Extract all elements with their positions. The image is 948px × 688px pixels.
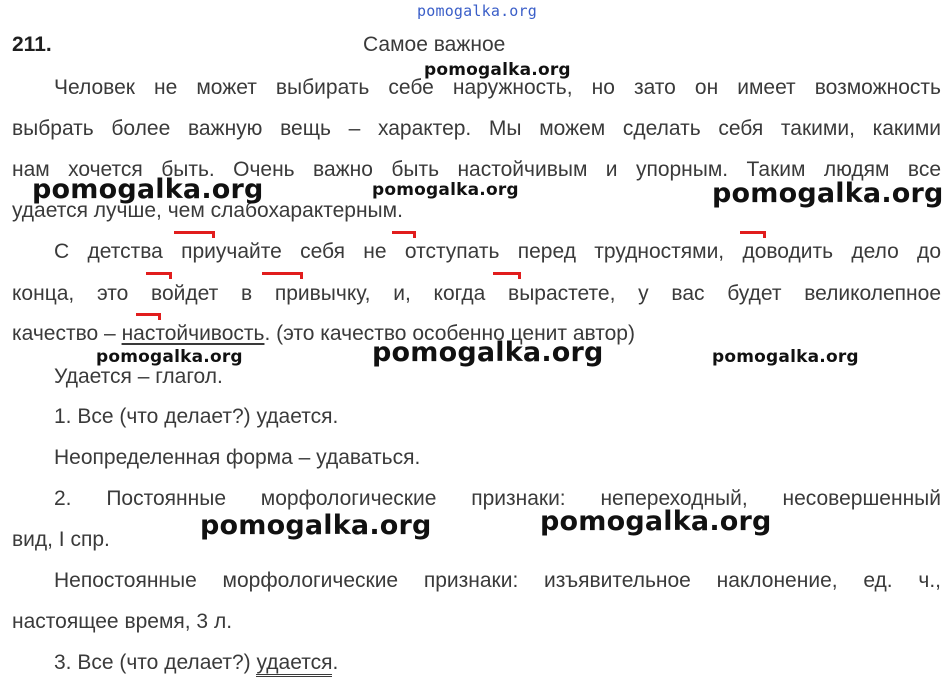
text-line: нам хочется быть. Очень важно быть настойчивым и упорным. Таким людям все [12,158,941,181]
watermark: pomogalka.org [372,337,604,368]
prefix-mark [136,313,161,320]
text-fragment: 3. Все (что делает?) [54,651,257,674]
watermark: pomogalka.org [32,174,264,205]
text-fragment: качество – [12,322,122,345]
prefix-mark [493,272,521,279]
watermark: pomogalka.org [424,60,571,80]
text-fragment: . [332,651,339,674]
text-line: Удается – глагол. [54,365,223,388]
exercise-title: Самое важное [363,33,506,56]
text-line: вид, I спр. [12,528,110,551]
text-line: удается лучше, чем слабохарактерным. [12,199,403,222]
exercise-number: 211. [12,33,52,56]
watermark: pomogalka.org [712,178,944,209]
text-line: выбрать более важную вещь – характер. Мы можем сделать себя такими, какими [12,117,941,140]
prefix-mark [174,231,215,238]
prefix-mark [146,272,172,279]
prefix-mark [392,231,416,238]
watermark: pomogalka.org [200,510,432,541]
watermark: pomogalka.org [372,180,519,200]
underlined-subject: настойчивость [121,322,265,345]
text-line: Неопределенная форма – удаваться. [54,446,421,469]
text-line: 2. Постоянные морфологические признаки: непереходный, несовершенный [54,487,941,510]
predicate-underlined: удается [256,651,332,677]
prefix-mark [740,231,766,238]
watermark: pomogalka.org [540,506,772,537]
prefix-mark [262,272,303,279]
text-line: Человек не может выбирать себе наружность, но зато он имеет возможность [54,76,941,99]
watermark: pomogalka.org [712,347,859,367]
text-fragment: . (это качество особенно ценит автор) [264,322,635,345]
text-line: настоящее время, 3 л. [12,610,233,633]
text-line: 1. Все (что делает?) удается. [54,405,339,428]
text-line: Непостоянные морфологические признаки: изъявительное наклонение, ед. ч., [54,569,941,592]
text-line: концa, это войдет в привычку, и, когда вырастете, у вас будет великолепное [12,282,941,305]
text-line: С детства приучайте себя не отступать перед трудностями, доводить дело до [54,240,941,263]
text-line [12,650,941,676]
watermark-top: pomogalka.org [417,2,537,20]
watermark: pomogalka.org [96,347,243,367]
